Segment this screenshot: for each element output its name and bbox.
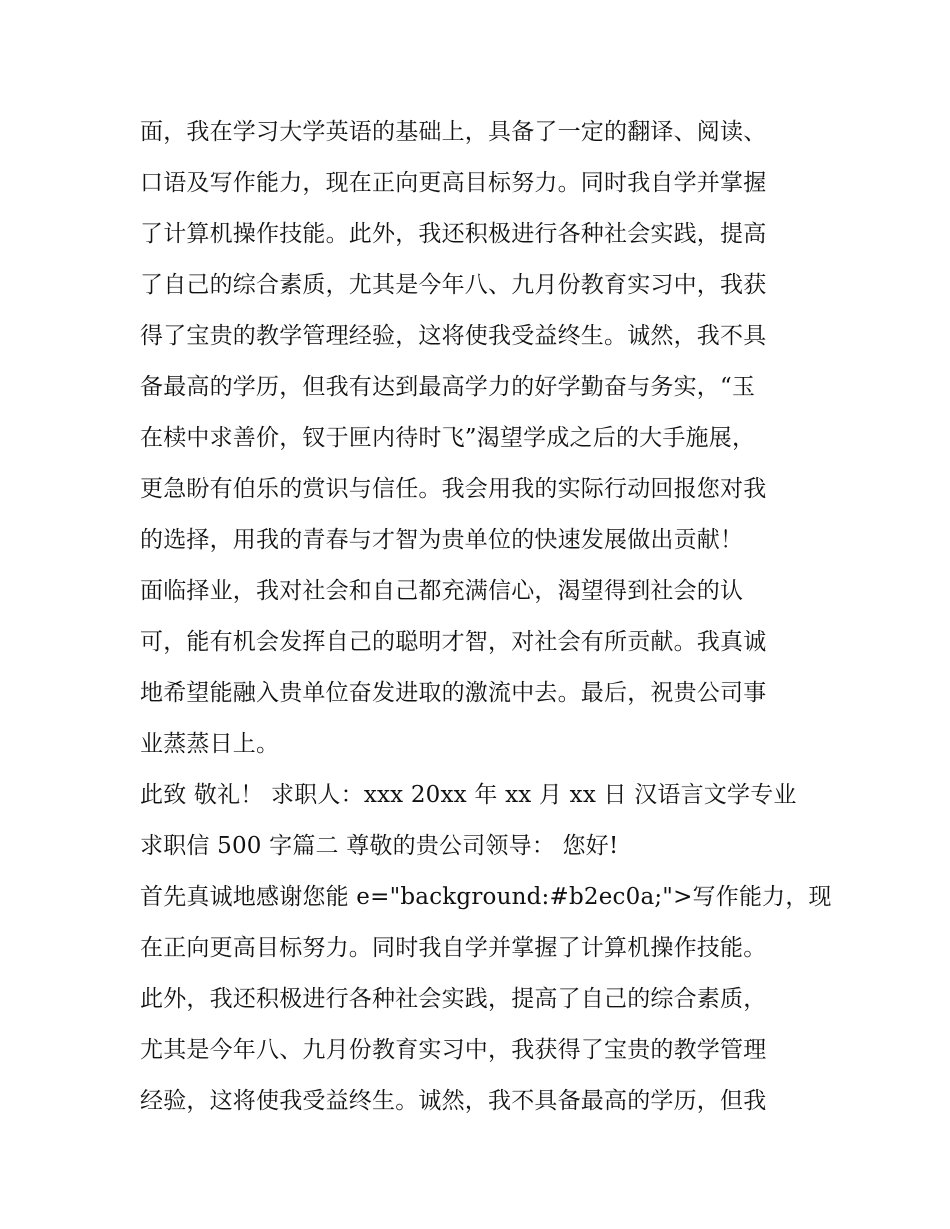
- text-line: 更急盼有伯乐的赏识与信任。我会用我的实际行动回报您对我: [140, 476, 767, 502]
- body-text: [140, 107, 832, 1127]
- text-line: 尤其是今年八、九月份教育实习中，我获得了宝贵的教学管理: [140, 1037, 767, 1063]
- text-line: 首先真诚地感谢您能 e="background:#b2ec0a;">写作能力，现: [140, 884, 832, 910]
- text-line: 面临择业，我对社会和自己都充满信心，渴望得到社会的认: [140, 578, 744, 604]
- text-line: 业蒸蒸日上。: [140, 731, 280, 757]
- text-line: 了自己的综合素质，尤其是今年八、九月份教育实习中，我获: [140, 272, 767, 298]
- text-line: 备最高的学历，但我有达到最高学力的好学勤奋与务实，“玉: [140, 374, 756, 400]
- text-line: 得了宝贵的教学管理经验，这将使我受益终生。诚然，我不具: [140, 323, 767, 349]
- text-line: 面，我在学习大学英语的基础上，具备了一定的翻译、阅读、: [140, 119, 767, 145]
- text-line: 此致 敬礼！ 求职人：xxx 20xx 年 xx 月 xx 日 汉语言文学专业: [140, 782, 797, 808]
- text-line: 此外，我还积极进行各种社会实践，提高了自己的综合素质，: [140, 986, 767, 1012]
- text-line: 求职信 500 字篇二 尊敬的贵公司领导： 您好!: [140, 833, 619, 859]
- text-line: 口语及写作能力，现在正向更高目标努力。同时我自学并掌握: [140, 170, 767, 196]
- text-line: 可，能有机会发挥自己的聪明才智，对社会有所贡献。我真诚: [140, 629, 767, 655]
- text-line: 的选择，用我的青春与才智为贵单位的快速发展做出贡献！: [140, 527, 744, 553]
- text-line: 了计算机操作技能。此外，我还积极进行各种社会实践，提高: [140, 221, 767, 247]
- text-line: 经验，这将使我受益终生。诚然，我不具备最高的学历，但我: [140, 1088, 767, 1114]
- text-line: 在椟中求善价，钗于匣内待时飞”渴望学成之后的大手施展，: [140, 425, 756, 451]
- text-line: 地希望能融入贵单位奋发进取的激流中去。最后，祝贵公司事: [140, 680, 767, 706]
- text-line: 在正向更高目标努力。同时我自学并掌握了计算机操作技能。: [140, 935, 767, 961]
